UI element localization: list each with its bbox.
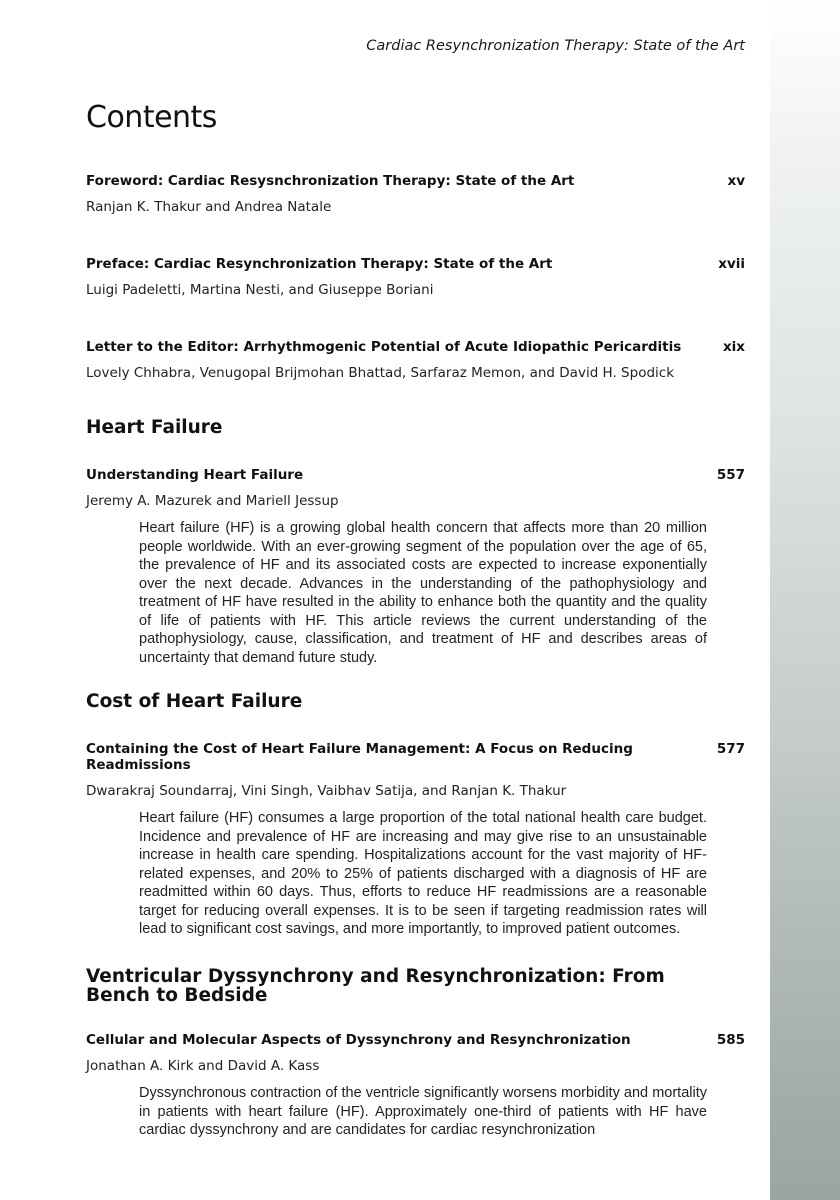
entry-abstract: Heart failure (HF) consumes a large proportion of the total national health care budget. Incidence and prevalence of HF are increasing and may give rise to an unsustainable increase in health care spending. Hospitalizations account for the vast majority of HF-related expenses, and 20% to 25% of patients discharged with a diagnosis of HF are readmitted within 60 days. Thus, efforts to reduce HF readmissions are a reasonable target for reducing overall expenses. It is to be seen if targeting readmission rates will lead to significant cost savings, and more importantly, to improved patient outcomes.: [139, 810, 707, 937]
entry-authors: Jonathan A. Kirk and David A. Kass: [86, 1058, 320, 1074]
toc-entry-cellular-molecular[interactable]: [86, 1032, 745, 1140]
toc-entry-understanding-heart-failure[interactable]: [86, 467, 745, 667]
entry-title: Foreword: Cardiac Resysnchronization Therapy: State of the Art: [86, 173, 575, 189]
entry-abstract: Dyssynchronous contraction of the ventricle significantly worsens morbidity and mortality in patients with heart failure (HF). Approximately one-third of patients with HF have cardiac dyssynchrony and are candidates for cardiac resynchronization: [139, 1085, 707, 1138]
toc-entry-preface[interactable]: [86, 256, 745, 298]
section-heading-cost-of-heart-failure: Cost of Heart Failure: [86, 691, 303, 712]
entry-title: Understanding Heart Failure: [86, 467, 304, 483]
entry-title: Cellular and Molecular Aspects of Dyssynchrony and Resynchronization: [86, 1032, 631, 1048]
page-number: xvii: [718, 256, 745, 272]
toc-entry-letter[interactable]: [86, 339, 745, 381]
entry-title: Letter to the Editor: Arrhythmogenic Potential of Acute Idiopathic Pericarditis: [86, 339, 682, 355]
decorative-side-band: [770, 0, 840, 1200]
page-number: 577: [716, 741, 745, 757]
running-header: Cardiac Resynchronization Therapy: State of the Art: [366, 38, 745, 54]
toc-entry-foreword[interactable]: [86, 173, 745, 215]
entry-authors: Luigi Padeletti, Martina Nesti, and Giuseppe Boriani: [86, 282, 434, 298]
section-heading-heart-failure: Heart Failure: [86, 417, 223, 438]
page-number: xix: [722, 339, 745, 355]
section-heading-ventricular-dyssynchrony: Ventricular Dyssynchrony and Resynchronization: From Bench to Bedside: [86, 966, 665, 1006]
entry-abstract: Heart failure (HF) is a growing global health concern that affects more than 20 million people worldwide. With an ever-growing segment of the population over the age of 65, the prevalence of HF and its associated costs are expected to increase exponentially over the next decade. Advances in the understanding of the pathophysiology and treatment of HF have resulted in the ability to enhance both the quantity and the quality of life of patients with HF. This article reviews the current understanding of the pathophysiology, cause, classification, and treatment of HF and describes areas of uncertainty that demand future study.: [139, 520, 707, 666]
toc-entry-containing-cost[interactable]: [86, 741, 745, 939]
page-title: Contents: [86, 100, 217, 135]
entry-authors: Dwarakraj Soundarraj, Vini Singh, Vaibhav Satija, and Ranjan K. Thakur: [86, 783, 567, 799]
entry-authors: Jeremy A. Mazurek and Mariell Jessup: [86, 493, 339, 509]
entry-title: Preface: Cardiac Resynchronization Therapy: State of the Art: [86, 256, 553, 272]
page-number: 557: [716, 467, 745, 483]
page-number: 585: [716, 1032, 745, 1048]
entry-authors: Lovely Chhabra, Venugopal Brijmohan Bhattad, Sarfaraz Memon, and David H. Spodick: [86, 365, 675, 381]
entry-authors: Ranjan K. Thakur and Andrea Natale: [86, 199, 332, 215]
page-number: xv: [727, 173, 745, 189]
entry-title: Containing the Cost of Heart Failure Management: A Focus on Reducing Readmissions: [86, 741, 633, 773]
